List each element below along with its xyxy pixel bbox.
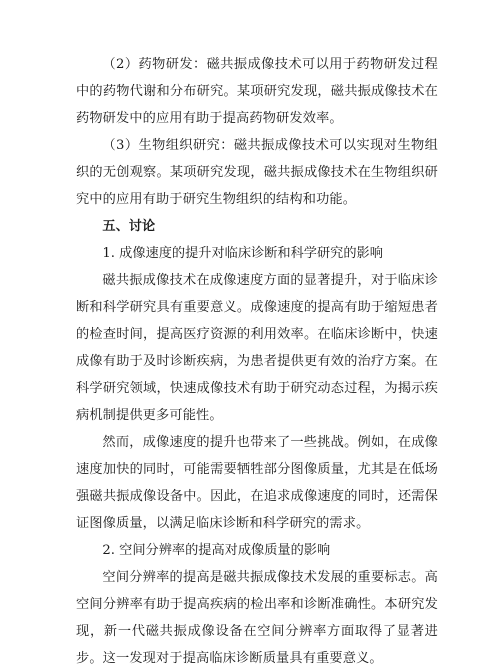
document-body xyxy=(76,51,438,672)
paragraph-spatial-resolution: 空间分辨率的提高是磁共振成像技术发展的重要标志。高空间分辨率有助于提高疾病的检出率和诊断准确性。本研究发现，新一代磁共振成像设备在空间分辨率方面取得了显著进步。这一发现对于提高临床诊断质量具有重要意义。 xyxy=(76,570,438,666)
paragraph-imaging-speed-significance: 磁共振成像技术在成像速度方面的显著提升，对于临床诊断和科学研究具有重要意义。成像速度的提高有助于缩短患者的检查时间，提高医疗资源的利用效率。在临床诊断中，快速成像有助于及时诊断疾病，为患者提供更有效的治疗方案。在科学研究领域，快速成像技术有助于研究动态过程，为揭示疾病机制提供更多可能性。 xyxy=(76,273,438,423)
paragraph-imaging-speed-challenges: 然而，成像速度的提升也带来了一些挑战。例如，在成像速度加快的同时，可能需要牺牲部分图像质量，尤其是在低场强磁共振成像设备中。因此，在追求成像速度的同时，还需保证图像质量，以满足临床诊断和科学研究的需求。 xyxy=(76,435,438,531)
section-heading-discussion: 五、讨论 xyxy=(102,219,156,234)
subheading-imaging-speed: 1. 成像速度的提升对临床诊断和科学研究的影响 xyxy=(102,246,383,261)
paragraph-drug-research: （2）药物研发：磁共振成像技术可以用于药物研发过程中的药物代谢和分布研究。某项研究发现，磁共振成像技术在药物研发中的应用有助于提高药物研发效率。 xyxy=(76,57,438,126)
subheading-spatial-resolution: 2. 空间分辨率的提高对成像质量的影响 xyxy=(102,543,331,558)
paragraph-tissue-research: （3）生物组织研究：磁共振成像技术可以实现对生物组织的无创观察。某项研究发现，磁共振成像技术在生物组织研究中的应用有助于研究生物组织的结构和功能。 xyxy=(76,138,438,207)
